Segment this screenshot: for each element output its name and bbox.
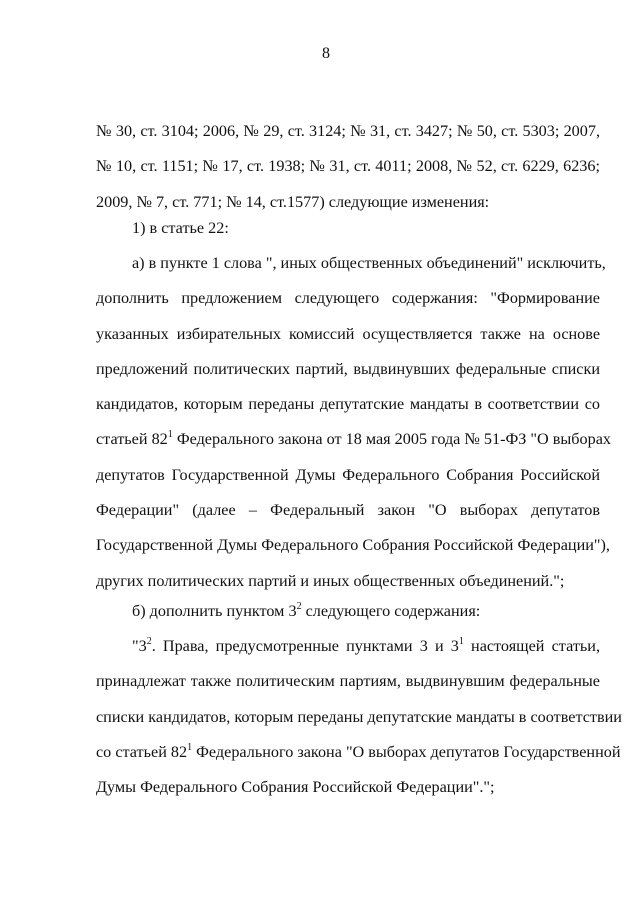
text-run: списки кандидатов, которым переданы депутатские мандаты в соответствии	[96, 707, 622, 726]
text-run: Государственной Думы Федерального Собрания Российской Федерации"),	[96, 536, 610, 555]
text-run: настоящей статьи,	[463, 637, 601, 655]
text-run: № 30, ст. 3104; 2006, № 29, ст. 3124; № 31, ст. 3427; № 50, ст. 5303; 2007,	[96, 122, 600, 140]
text-run: "3	[132, 637, 147, 655]
text-run: депутатов Государственной Думы Федерального Собрания Российской	[96, 465, 600, 484]
text-run: № 10, ст. 1151; № 17, ст. 1938; № 31, ст. 4011; 2008, № 52, ст. 6229, 6236;	[96, 157, 600, 176]
text-run: . Права, предусмотренные пунктами 3 и 3	[151, 637, 459, 655]
text-run: следующего содержания:	[301, 602, 481, 620]
paragraph	[96, 114, 600, 220]
text-run: дополнить предложением следующего содержания: "Формирование	[96, 289, 600, 308]
superscript: 1	[167, 429, 173, 441]
text-run: других политических партий и иных общественных объединений.";	[96, 571, 565, 590]
text-line	[96, 528, 610, 563]
text-line	[96, 352, 600, 387]
text-run: Федерации" (далее – Федеральный закон "О выборах депутатов	[96, 501, 600, 520]
text-run: Федерального закона от 18 мая 2005 года № 51-ФЗ "О выборах	[172, 430, 611, 449]
text-line	[96, 493, 600, 528]
text-run: Федерального закона "О выборах депутатов Государственной	[192, 742, 621, 761]
text-line	[96, 629, 600, 664]
text-line	[96, 317, 600, 352]
text-line	[96, 211, 600, 246]
paragraph	[96, 629, 622, 805]
text-line	[96, 664, 600, 699]
text-line	[96, 700, 622, 735]
text-line	[96, 387, 600, 422]
superscript: 1	[458, 635, 464, 647]
text-line	[96, 281, 600, 316]
text-line	[96, 458, 600, 493]
paragraph	[96, 211, 600, 246]
text-run: предложений политических партий, выдвинувших федеральные списки	[96, 359, 600, 378]
text-run: кандидатов, которым переданы депутатские мандаты в соответствии со	[96, 395, 600, 414]
text-line	[96, 149, 600, 184]
paragraph	[96, 246, 611, 599]
text-line	[96, 246, 606, 281]
paragraph	[96, 594, 600, 629]
text-run: со статьей 82	[96, 742, 188, 761]
text-run: статьей 82	[96, 430, 168, 449]
text-line	[96, 770, 600, 805]
text-run: б) дополнить пунктом 3	[132, 602, 297, 620]
text-run: 2009, № 7, ст. 771; № 14, ст.1577) следующие изменения:	[96, 192, 490, 211]
text-run: указанных избирательных комиссий осуществляется также на основе	[96, 324, 600, 343]
text-line	[96, 114, 600, 149]
text-run: 1) в статье 22:	[132, 219, 229, 237]
text-run: а) в пункте 1 слова ", иных общественных объединений" исключить,	[132, 254, 606, 272]
page-number: 8	[322, 45, 330, 62]
text-line	[96, 422, 611, 457]
superscript: 2	[146, 635, 152, 647]
text-run: принадлежат также политическим партиям, выдвинувшим федеральные	[96, 672, 600, 691]
text-run: Думы Федерального Собрания Российской Федерации".";	[96, 778, 495, 797]
text-line	[96, 735, 621, 770]
superscript: 2	[296, 600, 302, 612]
superscript: 1	[187, 741, 193, 753]
text-line	[96, 594, 600, 629]
